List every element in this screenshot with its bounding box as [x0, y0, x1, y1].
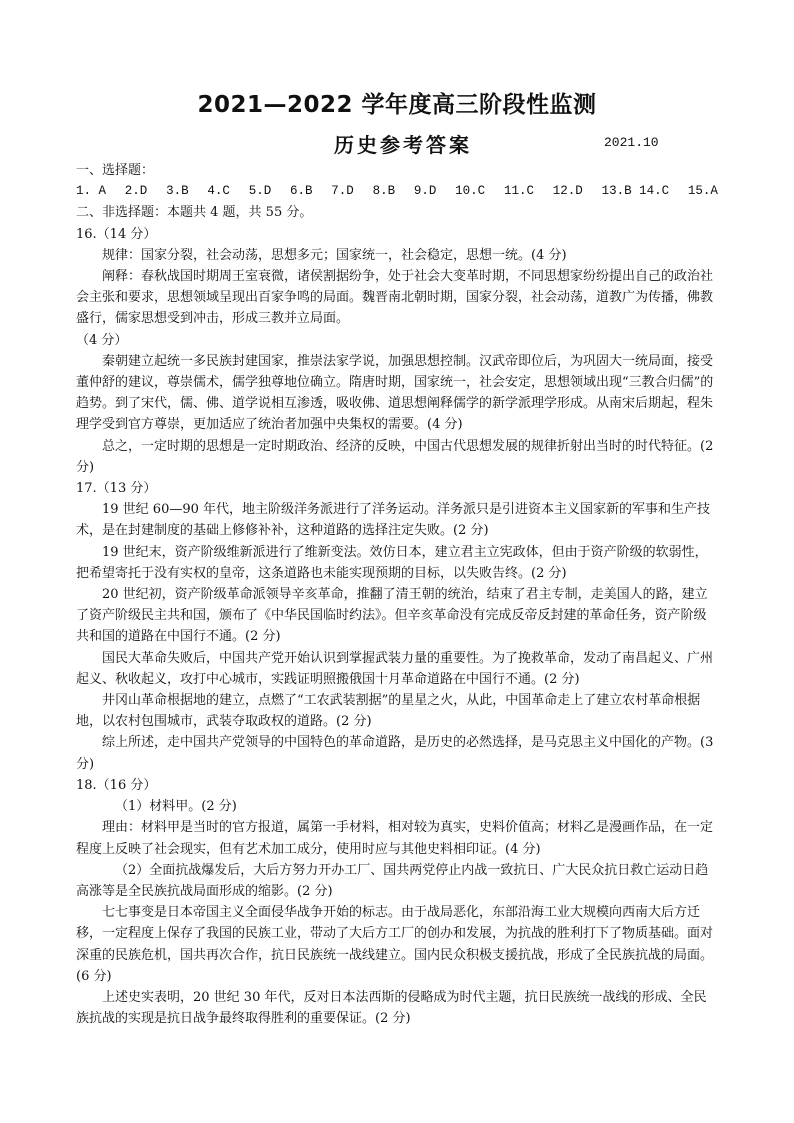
choice-answer: 15.A — [687, 184, 718, 199]
answer-paragraph: 19 世纪 60—90 年代，地主阶级洋务派进行了洋务运动。洋务派只是引进资本主义国家新的军事和生产技术，是在封建制度的基础上修修补补，这种道路的选择注定失败。(2 分) — [76, 502, 711, 539]
answer-paragraph: 井冈山革命根据地的建立，点燃了“工农武装割据”的星星之火，从此，中国革命走上了建立农村革命根据地，以农村包围城市，武装夺取政权的道路。(2 分) — [76, 693, 701, 730]
page-subtitle: 历史参考答案 — [334, 133, 472, 157]
choice-answer: 7.D — [331, 184, 354, 199]
choice-answer-row — [76, 181, 718, 202]
answer-paragraph: 理由：材料甲是当时的官方报道，属第一手材料，相对较为真实，史料价值高；材料乙是漫画作品，在一定程度上反映了社会现实，但有艺术加工成分，使用时应与其他史料相印证。(4 分) — [76, 820, 714, 857]
question-label-17: 17.（13 分） — [76, 481, 157, 497]
choice-answer: 11.C — [503, 184, 534, 199]
answer-paragraph: 综上所述，走中国共产党领导的中国特色的革命道路，是历史的必然选择，是马克思主义中国化的产物。(3 分) — [76, 735, 714, 772]
choice-answer: 3.B — [166, 184, 189, 199]
answer-content — [76, 160, 718, 1029]
answer-paragraph: 七七事变是日本帝国主义全面侵华战争开始的标志。由于战局恶化，东部沿海工业大规模向西南大后方迁移，一定程度上保存了我国的民族工业，带动了大后方工厂的创办和发展，为抗战的胜利打下了物质基础。面对深重的民族危机，国共再次合作，抗日民族统一战线建立。国内民众积极支援抗战，形成了全民族抗战的局面。(6 分) — [76, 905, 714, 984]
answer-paragraph: 总之，一定时期的思想是一定时期政治、经济的反映，中国古代思想发展的规律折射出当时的时代特征。(2 分) — [76, 438, 714, 475]
answer-paragraph: （1）材料甲。(2 分) — [115, 799, 237, 815]
choice-answer: 8.B — [372, 184, 396, 199]
choice-answer: 5.D — [248, 184, 272, 199]
score-note: （4 分） — [76, 332, 128, 348]
section-heading: 二、非选择题：本题共 4 题，共 55 分。 — [76, 205, 313, 221]
date-label: 2021.10 — [604, 135, 659, 150]
choice-answer: 10.C — [455, 184, 486, 199]
answer-paragraph: （2）全面抗战爆发后，大后方努力开办工厂、国共两党停止内战一致抗日、广大民众抗日救亡运动日趋高涨等是全民族抗战局面形成的缩影。(2 分) — [76, 862, 709, 899]
choice-answer: 12.D — [552, 184, 583, 199]
question-label-16: 16.（14 分） — [76, 226, 157, 242]
answer-paragraph: 国民大革命失败后，中国共产党开始认识到掌握武装力量的重要性。为了挽救革命，发动了南昌起义、广州起义、秋收起义，攻打中心城市，实践证明照搬俄国十月革命道路在中国行不通。(2 分) — [76, 650, 714, 687]
choice-answer: 2.D — [124, 184, 148, 199]
answer-paragraph: 上述史实表明，20 世纪 30 年代，反对日本法西斯的侵略成为时代主题，抗日民族统一战线的形成、全民族抗战的实现是抗日战争最终取得胜利的重要保证。(2 分) — [76, 989, 707, 1027]
answer-paragraph: 规律：国家分裂，社会动荡，思想多元；国家统一，社会稳定，思想一统。(4 分) — [102, 247, 567, 263]
answer-paragraph: 20 世纪初，资产阶级革命派领导辛亥革命，推翻了清王朝的统治，结束了君主专制，走美国人的路，建立了资产阶级民主共和国，颁布了《中华民国临时约法》。但辛亥革命没有完成反帝反封建的革命任务，资产阶级共和国的道路在中国行不通。(2 分) — [76, 587, 708, 645]
choice-answer: 4.C — [207, 184, 230, 199]
question-label-18: 18.（16 分） — [76, 777, 157, 793]
answer-paragraph: 19 世纪末，资产阶级维新派进行了维新变法。效仿日本，建立君主立宪政体，但由于资产阶级的软弱性，把希望寄托于没有实权的皇帝，这条道路也未能实现预期的目标，以失败告终。(2 分) — [76, 544, 708, 581]
section-heading: 一、选择题： — [76, 163, 155, 178]
choice-answer: 6.B — [289, 184, 313, 199]
page-title: 2021—2022 学年度高三阶段性监测 — [197, 92, 597, 118]
answer-paragraph: 阐释：春秋战国时期周王室衰微，诸侯割据纷争，处于社会大变革时期，不同思想家纷纷提出自己的政治社会主张和要求，思想领域呈现出百家争鸣的局面。魏晋南北朝时期，国家分裂，社会动荡，道教广为传播，佛教盛行，儒家思想受到冲击，形成三教并立局面。 — [76, 269, 714, 327]
choice-answer: 1. A — [76, 184, 107, 199]
choice-answer: 9.D — [413, 184, 437, 199]
choice-answer: 13.B 14.C — [601, 184, 670, 199]
answer-paragraph: 秦朝建立起统一多民族封建国家，推崇法家学说，加强思想控制。汉武帝即位后，为巩固大一统局面，接受董仲舒的建议，尊崇儒术，儒学独尊地位确立。隋唐时期，国家统一，社会安定，思想领域出现“三教合归儒”的趋势。到了宋代，儒、佛、道学说相互渗透，吸收佛、道思想阐释儒学的新学派理学形成。从南宋后期起，程朱理学受到官方尊崇，更加适应了统治者加强中央集权的需要。(4 分) — [76, 353, 714, 433]
